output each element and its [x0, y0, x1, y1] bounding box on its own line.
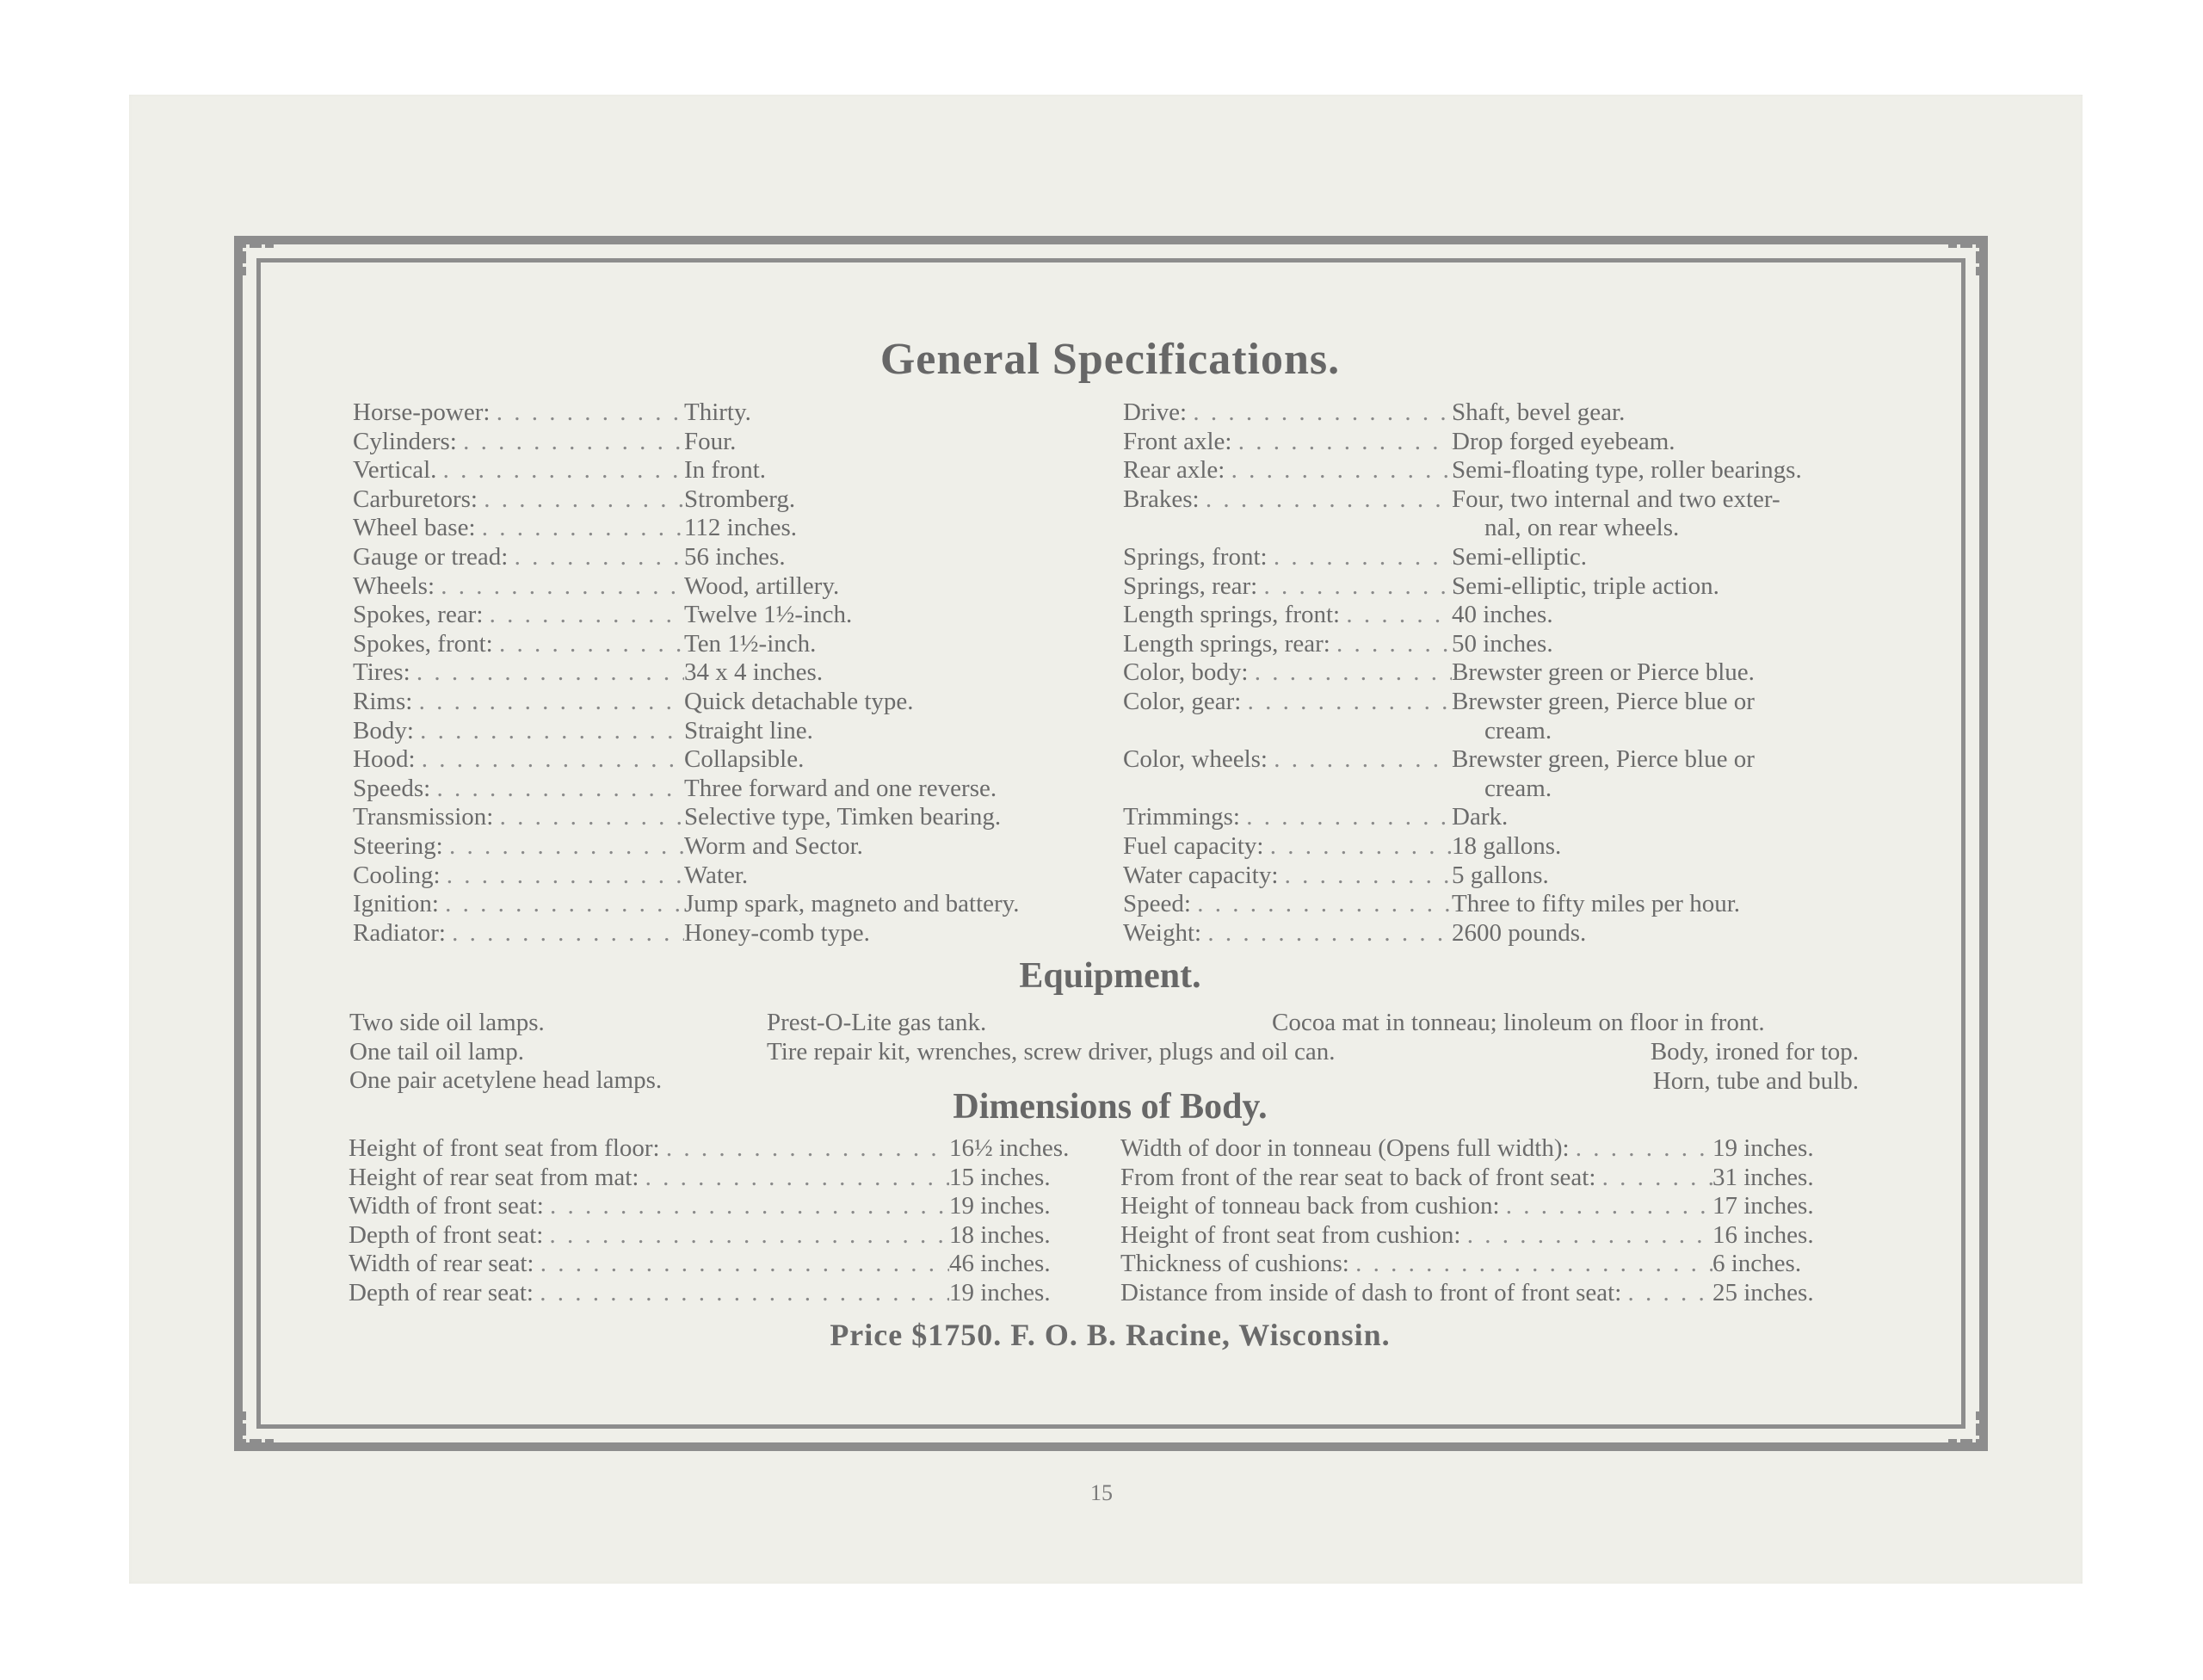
spec-value: [1452, 688, 1873, 745]
specs-left-column: [353, 398, 1020, 948]
spec-label: Hood: . . .: [353, 745, 684, 775]
spec-value: [684, 428, 736, 457]
spec-value-text: 19 inches.: [1712, 1134, 1814, 1162]
spec-row: [1123, 428, 1873, 457]
spec-row: [1123, 919, 1873, 948]
corner-ornament: [1938, 236, 1988, 286]
spec-row: [353, 428, 1020, 457]
spec-value-text: Brewster green, Pierce blue or: [1452, 687, 1755, 715]
spec-label: Weight: . . .: [1123, 919, 1452, 948]
general-specifications-heading: General Specifications.: [879, 335, 1341, 384]
spec-row: [349, 1134, 1069, 1164]
spec-value: [1712, 1164, 1814, 1193]
spec-value-text: 2600 pounds.: [1452, 918, 1587, 947]
spec-value-text: In front.: [684, 456, 767, 485]
spec-value: [1452, 658, 1873, 688]
spec-label: Height of rear seat from mat: . . .: [349, 1164, 949, 1193]
spec-label: Springs, front: . . .: [1123, 543, 1452, 572]
spec-value-text: Water.: [684, 861, 749, 889]
dimensions-heading: Dimensions of Body.: [953, 1087, 1268, 1127]
spec-value-text: Ten 1½-inch.: [684, 629, 817, 658]
spec-value: [1452, 890, 1873, 919]
spec-value: [684, 543, 786, 572]
spec-row: [1120, 1164, 1814, 1193]
spec-label: Wheel base: . . .: [353, 514, 684, 543]
spec-label: Width of front seat: . . .: [349, 1192, 949, 1221]
spec-label: Water capacity: . . .: [1123, 862, 1452, 891]
spec-row: [353, 456, 1020, 485]
spec-row: [1120, 1279, 1814, 1308]
spec-label: Depth of front seat: . . .: [349, 1221, 949, 1251]
spec-row: [1120, 1221, 1814, 1251]
spec-value: [949, 1134, 1069, 1164]
spec-label: Front axle: . . .: [1123, 428, 1452, 457]
spec-row: [349, 1250, 1069, 1279]
spec-label: From front of the rear seat to back of front seat: . . .: [1120, 1164, 1712, 1193]
spec-row: [353, 717, 1020, 746]
spec-value-text: Brewster green, Pierce blue or: [1452, 745, 1755, 774]
spec-row: [353, 630, 1020, 659]
equipment-item: Tire repair kit, wrenches, screw driver, plugs and oil can.: [767, 1037, 1336, 1065]
spec-value: [949, 1250, 1051, 1279]
spec-value: [684, 630, 816, 659]
spec-row: [1123, 890, 1873, 919]
spec-row: [353, 832, 1020, 862]
spec-label: Fuel capacity: . . .: [1123, 832, 1452, 862]
spec-value: [1452, 745, 1873, 803]
spec-label: Cooling: . . .: [353, 862, 684, 891]
spec-label: Speeds: . . .: [353, 775, 684, 804]
spec-label: Ignition: . . .: [353, 890, 684, 919]
spec-value: [949, 1279, 1051, 1308]
spec-value-text: 40 inches.: [1452, 601, 1553, 629]
spec-value-text: 50 inches.: [1452, 629, 1553, 658]
spec-value-text: Three forward and one reverse.: [684, 774, 997, 802]
spec-value: [684, 572, 839, 602]
spec-value: [684, 775, 997, 804]
spec-value-text: Twelve 1½-inch.: [684, 601, 853, 629]
spec-value-continuation: cream.: [1484, 716, 1552, 744]
spec-label: Vertical. . . .: [353, 456, 684, 485]
equipment-item: Prest-O-Lite gas tank.: [767, 1009, 987, 1036]
spec-label: Transmission: . . .: [353, 803, 684, 832]
spec-row: [353, 775, 1020, 804]
spec-value: [1452, 572, 1873, 602]
price-line: Price $1750. F. O. B. Racine, Wisconsin.: [830, 1318, 1391, 1352]
spec-value-text: 18 inches.: [949, 1220, 1051, 1249]
spec-value: [684, 456, 766, 485]
spec-value-text: Drop forged eyebeam.: [1452, 427, 1675, 455]
spec-value: [684, 832, 863, 862]
spec-value: [1452, 456, 1873, 485]
spec-row: [1120, 1134, 1814, 1164]
spec-value-text: Shaft, bevel gear.: [1452, 398, 1626, 426]
spec-label: Color, body: . . .: [1123, 658, 1452, 688]
spec-value: [684, 688, 914, 717]
corner-ornament: [1938, 1401, 1988, 1451]
spec-value: [1452, 862, 1873, 891]
spec-value: [1712, 1250, 1801, 1279]
dimensions-right-column: [1120, 1134, 1814, 1308]
spec-value-text: Brewster green or Pierce blue.: [1452, 658, 1755, 687]
spec-row: [1123, 745, 1873, 803]
spec-value-text: Semi-elliptic.: [1452, 542, 1588, 571]
spec-value-text: Collapsible.: [684, 745, 805, 774]
spec-value: [949, 1164, 1051, 1193]
spec-value: [1452, 485, 1873, 543]
spec-value: [684, 919, 870, 948]
specs-right-column: [1123, 398, 1873, 948]
spec-label: Color, gear: . . .: [1123, 688, 1452, 745]
spec-label: Spokes, rear: . . .: [353, 601, 684, 630]
spec-value-text: Wood, artillery.: [684, 571, 840, 600]
spec-value-text: 19 inches.: [949, 1278, 1051, 1306]
spec-row: [1123, 630, 1873, 659]
spec-row: [353, 862, 1020, 891]
spec-row: [349, 1279, 1069, 1308]
spec-value: [1452, 832, 1873, 862]
spec-value: [1712, 1279, 1814, 1308]
spec-label: Springs, rear: . . .: [1123, 572, 1452, 602]
spec-label: Wheels: . . .: [353, 572, 684, 602]
spec-value-text: 34 x 4 inches.: [684, 658, 824, 687]
spec-value: [1452, 919, 1873, 948]
spec-row: [353, 514, 1020, 543]
spec-value-text: 16½ inches.: [949, 1134, 1070, 1162]
spec-value: [684, 803, 1001, 832]
spec-value-text: Quick detachable type.: [684, 687, 914, 715]
spec-label: Rims: . . .: [353, 688, 684, 717]
spec-value: [684, 745, 804, 775]
equipment-item: One tail oil lamp.: [349, 1037, 524, 1065]
equipment-item: Two side oil lamps.: [349, 1009, 545, 1036]
spec-value-text: 6 inches.: [1712, 1250, 1802, 1278]
spec-value-text: 19 inches.: [949, 1192, 1051, 1220]
spec-value: [684, 862, 748, 891]
spec-value: [684, 658, 823, 688]
spec-value-text: 46 inches.: [949, 1250, 1051, 1278]
spec-row: [353, 803, 1020, 832]
spec-value: [1452, 630, 1873, 659]
spec-row: [349, 1164, 1069, 1193]
spec-row: [353, 890, 1020, 919]
spec-label: Width of rear seat: . . .: [349, 1250, 949, 1279]
spec-label: Body: . . .: [353, 717, 684, 746]
spec-value-continuation: cream.: [1484, 774, 1552, 802]
spec-value: [684, 485, 795, 515]
spec-row: [1123, 456, 1873, 485]
spec-row: [353, 543, 1020, 572]
spec-value: [1452, 398, 1873, 428]
spec-value-text: Straight line.: [684, 716, 813, 744]
spec-label: Horse-power: . . .: [353, 398, 684, 428]
spec-label: Trimmings: . . .: [1123, 803, 1452, 832]
spec-label: Gauge or tread: . . .: [353, 543, 684, 572]
spec-value: [1712, 1192, 1814, 1221]
page-number: 15: [1090, 1480, 1113, 1505]
spec-row: [1123, 688, 1873, 745]
spec-label: Spokes, front: . . .: [353, 630, 684, 659]
spec-row: [353, 572, 1020, 602]
equipment-column-b: [767, 1009, 1336, 1066]
spec-value-text: Jump spark, magneto and battery.: [684, 890, 1020, 918]
spec-value-text: Thirty.: [684, 398, 751, 426]
spec-label: Depth of rear seat: . . .: [349, 1279, 949, 1308]
spec-row: [349, 1192, 1069, 1221]
spec-value-continuation: nal, on rear wheels.: [1484, 514, 1680, 542]
spec-value-text: 25 inches.: [1712, 1278, 1814, 1306]
equipment-item: One pair acetylene head lamps.: [349, 1066, 663, 1095]
spec-label: Color, wheels: . . .: [1123, 745, 1452, 803]
spec-value-text: 15 inches.: [949, 1163, 1051, 1191]
spec-value-text: 16 inches.: [1712, 1220, 1814, 1249]
spec-value-text: Three to fifty miles per hour.: [1452, 890, 1741, 918]
equipment-item: Horn, tube and bulb.: [1652, 1066, 1859, 1095]
spec-value: [949, 1192, 1051, 1221]
equipment-item: Body, ironed for top.: [1650, 1038, 1859, 1065]
spec-label: Length springs, front: . . .: [1123, 601, 1452, 630]
spec-row: [1123, 803, 1873, 832]
spec-row: [353, 919, 1020, 948]
spec-value: [684, 601, 852, 630]
equipment-heading: Equipment.: [1019, 956, 1201, 996]
spec-value: [1452, 803, 1873, 832]
spec-value: [949, 1221, 1051, 1251]
spec-value-text: Honey-comb type.: [684, 918, 870, 947]
spec-value: [684, 890, 1020, 919]
spec-label: Steering: . . .: [353, 832, 684, 862]
spec-row: [353, 398, 1020, 428]
spec-value: [1452, 428, 1873, 457]
spec-value: [684, 717, 813, 746]
spec-label: Distance from inside of dash to front of front seat: . . .: [1120, 1279, 1712, 1308]
spec-row: [353, 485, 1020, 515]
spec-row: [1123, 572, 1873, 602]
spec-row: [1123, 485, 1873, 543]
spec-value: [684, 398, 751, 428]
spec-value-text: Semi-floating type, roller bearings.: [1452, 456, 1802, 485]
spec-row: [1123, 658, 1873, 688]
spec-value-text: Semi-elliptic, triple action.: [1452, 571, 1719, 600]
corner-ornament: [234, 236, 284, 286]
spec-label: Carburetors: . . .: [353, 485, 684, 515]
spec-value: [1712, 1134, 1814, 1164]
spec-value-text: Worm and Sector.: [684, 831, 863, 860]
spec-row: [1120, 1192, 1814, 1221]
spec-label: Height of front seat from floor: . . .: [349, 1134, 949, 1164]
spec-value: [684, 514, 797, 543]
corner-ornament: [234, 1401, 284, 1451]
equipment-item: Cocoa mat in tonneau; linoleum on floor in front.: [1272, 1009, 1765, 1036]
spec-value-text: 18 gallons.: [1452, 831, 1562, 860]
equipment-column-a: [349, 1009, 662, 1096]
spec-row: [353, 658, 1020, 688]
spec-row: [1123, 398, 1873, 428]
spec-value-text: 112 inches.: [684, 514, 798, 542]
spec-row: [1123, 862, 1873, 891]
spec-label: Brakes: . . .: [1123, 485, 1452, 543]
spec-label: Cylinders: . . .: [353, 428, 684, 457]
spec-label: Tires: . . .: [353, 658, 684, 688]
spec-row: [353, 601, 1020, 630]
spec-value: [1452, 601, 1873, 630]
spec-value-text: 31 inches.: [1712, 1163, 1814, 1191]
spec-value-text: 56 inches.: [684, 542, 786, 571]
spec-row: [1123, 832, 1873, 862]
spec-value-text: Dark.: [1452, 803, 1509, 831]
spec-value: [1452, 543, 1873, 572]
spec-value-text: Stromberg.: [684, 485, 796, 513]
dimensions-left-column: [349, 1134, 1069, 1308]
spec-row: [1123, 601, 1873, 630]
spec-label: Speed: . . .: [1123, 890, 1452, 919]
spec-row: [353, 688, 1020, 717]
spec-row: [1123, 543, 1873, 572]
spec-label: Rear axle: . . .: [1123, 456, 1452, 485]
spec-label: Thickness of cushions: . . .: [1120, 1250, 1712, 1279]
spec-label: Height of front seat from cushion: . . .: [1120, 1221, 1712, 1251]
spec-label: Drive: . . .: [1123, 398, 1452, 428]
spec-row: [1120, 1250, 1814, 1279]
spec-row: [349, 1221, 1069, 1251]
spec-row: [353, 745, 1020, 775]
spec-value-text: 5 gallons.: [1452, 861, 1549, 889]
spec-label: Width of door in tonneau (Opens full width): . . .: [1120, 1134, 1712, 1164]
spec-label: Height of tonneau back from cushion: . . .: [1120, 1192, 1712, 1221]
spec-value: [1712, 1221, 1814, 1251]
spec-value-text: Selective type, Timken bearing.: [684, 803, 1002, 831]
spec-label: Length springs, rear: . . .: [1123, 630, 1452, 659]
spec-label: Radiator: . . .: [353, 919, 684, 948]
spec-value-text: Four, two internal and two exter-: [1452, 485, 1780, 513]
spec-value-text: 17 inches.: [1712, 1192, 1814, 1220]
equipment-column-c: [1272, 1009, 1765, 1038]
spec-value-text: Four.: [684, 427, 737, 455]
